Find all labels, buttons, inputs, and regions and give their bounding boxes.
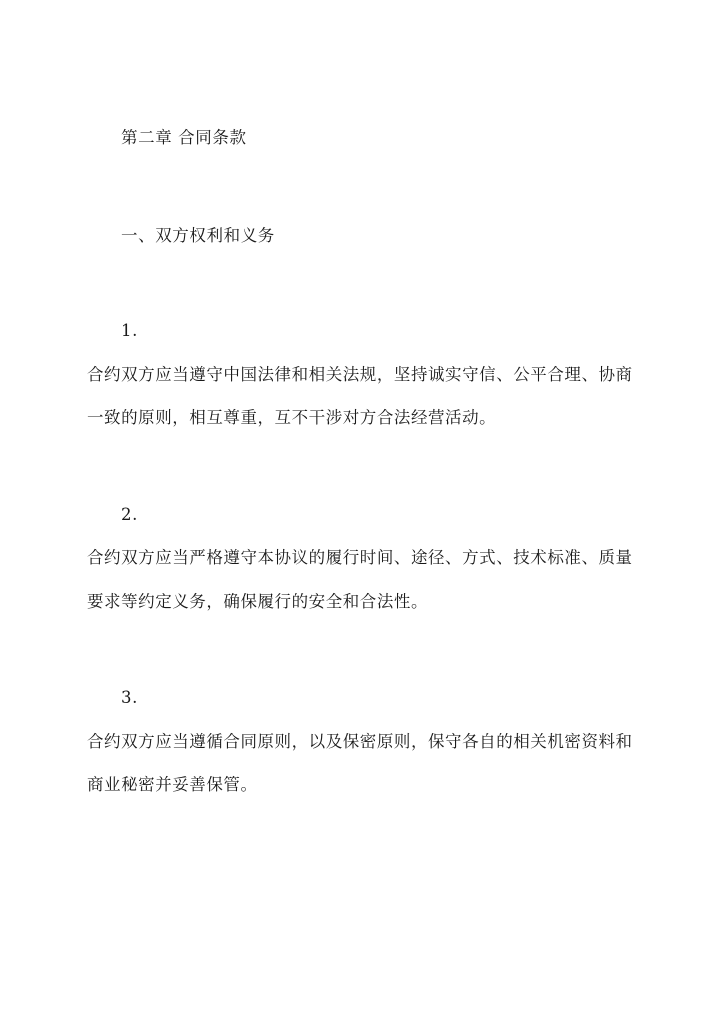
chapter-title: 第二章 合同条款 (121, 128, 247, 147)
clause-number: 1. (121, 321, 138, 340)
clause-text-line: 一致的原则，相互尊重，互不干涉对方合法经营活动。 (87, 408, 497, 427)
clause-text-line: 商业秘密并妥善保管。 (87, 775, 258, 794)
clause-number: 3. (121, 688, 138, 707)
clause-number: 2. (121, 505, 138, 524)
clause-text-line: 合约双方应当严格遵守本协议的履行时间、途径、方式、技术标准、质量 (87, 548, 633, 567)
clause-text-line: 合约双方应当遵守中国法律和相关法规，坚持诚实守信、公平合理、协商 (87, 365, 633, 384)
section-title: 一、双方权利和义务 (121, 226, 275, 245)
clause-text-line: 合约双方应当遵循合同原则，以及保密原则，保守各自的相关机密资料和 (87, 732, 633, 751)
clause-text-line: 要求等约定义务，确保履行的安全和合法性。 (87, 592, 428, 611)
